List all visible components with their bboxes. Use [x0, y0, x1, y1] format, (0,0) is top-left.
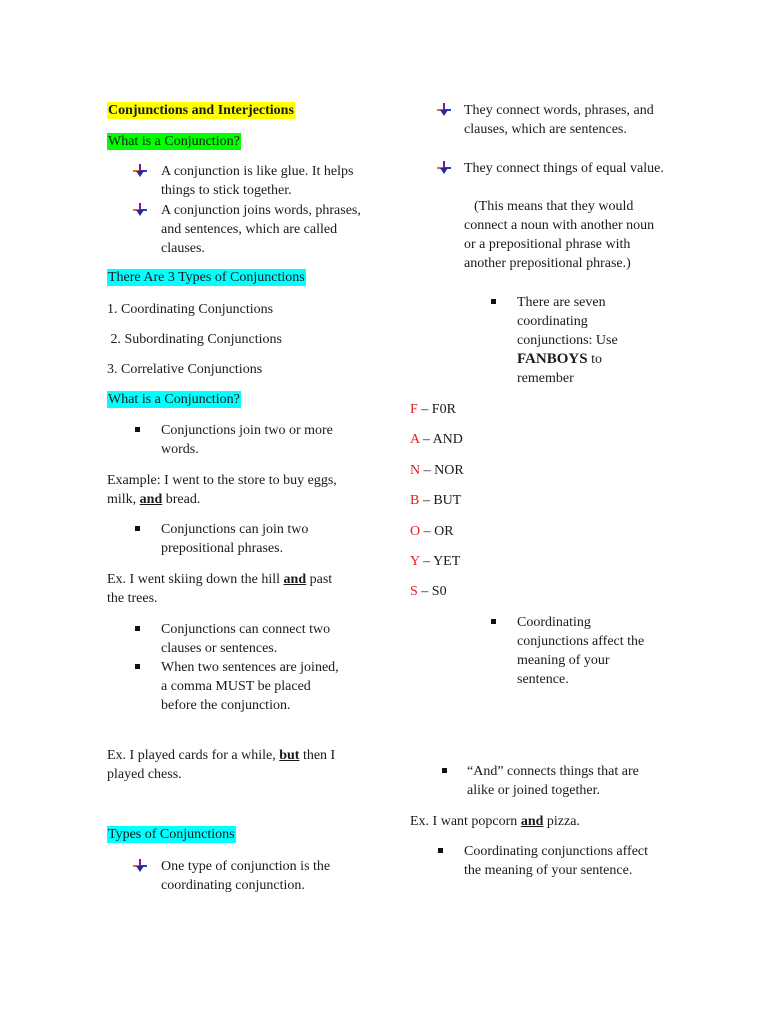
square-bullet-icon	[491, 619, 496, 624]
arrow-bullet-icon	[133, 164, 147, 178]
list-item: “And” connects things that are alike or joined together.	[442, 762, 662, 800]
fanboys-y: Y – YET	[410, 554, 461, 569]
fanboys-n: N – NOR	[410, 463, 464, 478]
square-bullet-icon	[442, 768, 447, 773]
heading-three-types: There Are 3 Types of Conjunctions	[108, 270, 305, 285]
list-item: They connect things of equal value.	[437, 159, 667, 178]
heading-what-is-conjunction: What is a Conjunction?	[108, 134, 240, 149]
list-item: When two sentences are joined, a comma MUST be placed before the conjunction.	[135, 658, 345, 715]
square-bullet-icon	[135, 427, 140, 432]
list-item: One type of conjunction is the coordinating conjunction.	[133, 857, 363, 895]
square-bullet-icon	[135, 626, 140, 631]
type-item: 1. Coordinating Conjunctions	[107, 302, 274, 317]
list-item: Conjunctions join two or more words.	[135, 421, 335, 459]
example-paragraph: Ex. I played cards for a while, but then I played chess.	[107, 748, 336, 782]
arrow-bullet-icon	[437, 161, 451, 175]
example-paragraph: Ex. I went skiing down the hill and past the trees.	[107, 572, 333, 606]
square-bullet-icon	[135, 664, 140, 669]
list-item: A conjunction is like glue. It helps things to stick together.	[133, 162, 363, 200]
fanboys-a: A – AND	[410, 432, 463, 447]
fanboys-s: S – S0	[410, 584, 447, 599]
list-item: Conjunctions can connect two clauses or sentences.	[135, 620, 345, 658]
fanboys-f: F – F0R	[410, 402, 456, 417]
document-title: Conjunctions and Interjections	[108, 103, 294, 118]
list-item: Coordinating conjunctions affect the meaning of your sentence.	[438, 842, 653, 880]
fanboys-o: O – OR	[410, 524, 454, 539]
note-paragraph: (This means that they would connect a noun with another noun or a prepositional phrase with another prepositional phrase.)	[464, 199, 655, 271]
arrow-bullet-icon	[437, 103, 451, 117]
square-bullet-icon	[438, 848, 443, 853]
arrow-bullet-icon	[133, 203, 147, 217]
type-item: 2. Subordinating Conjunctions	[107, 332, 282, 347]
list-item: There are seven coordinating conjunctions: Use FANBOYS to remember	[491, 293, 641, 388]
example-paragraph: Ex. I want popcorn and pizza.	[410, 814, 580, 829]
type-item: 3. Correlative Conjunctions	[107, 362, 263, 377]
example-paragraph: Example: I went to the store to buy eggs, milk, and bread.	[107, 473, 337, 507]
list-item: Coordinating conjunctions affect the meaning of your sentence.	[491, 613, 656, 689]
list-item: A conjunction joins words, phrases, and sentences, which are called clauses.	[133, 201, 363, 258]
square-bullet-icon	[491, 299, 496, 304]
heading-types-of-conjunctions: Types of Conjunctions	[108, 827, 235, 842]
heading-what-is-conjunction-2: What is a Conjunction?	[108, 392, 240, 407]
square-bullet-icon	[135, 526, 140, 531]
fanboys-b: B – BUT	[410, 493, 462, 508]
arrow-bullet-icon	[133, 859, 147, 873]
list-item: Conjunctions can join two prepositional phrases.	[135, 520, 345, 558]
list-item: They connect words, phrases, and clauses, which are sentences.	[437, 101, 667, 139]
